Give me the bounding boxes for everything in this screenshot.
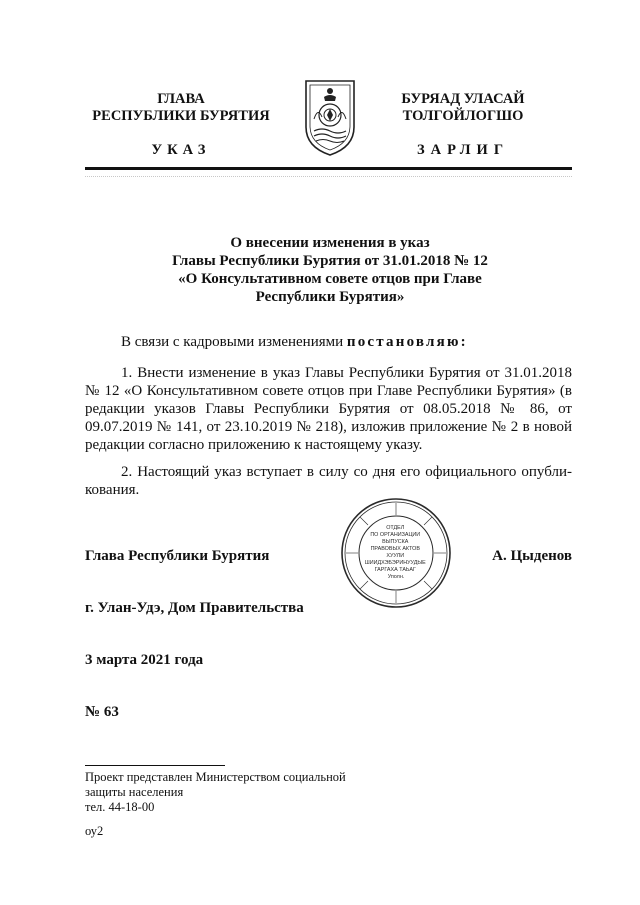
stamp-line1: ОТДЕЛ (386, 525, 405, 531)
header-divider-dotted (85, 176, 572, 178)
round-seal-icon (340, 497, 452, 609)
header-right-line2: ТОЛГОЙЛОГШО (402, 108, 524, 124)
stamp-line8: Уполн. (387, 574, 405, 580)
intro-emphasis: постановляю: (346, 334, 468, 350)
coat-of-arms-icon (302, 77, 358, 157)
stamp-line4: ПРАВОВЫХ АКТОВ (370, 546, 420, 552)
intro-paragraph (85, 333, 572, 351)
document-number: № 63 (85, 704, 119, 720)
header-left-line2: РЕСПУБЛИКИ БУРЯТИЯ (92, 108, 270, 124)
footer-code: оу2 (85, 824, 104, 838)
header-left (76, 91, 286, 159)
header-right-line1: БУРЯАД УЛАСАЙ (401, 91, 525, 107)
footer-divider (85, 765, 225, 766)
header-left-line1: ГЛАВА (157, 91, 205, 107)
title-line2: Главы Республики Бурятия от 31.01.2018 № 12 (172, 253, 488, 269)
stamp-line5: ХУУЛИ (386, 553, 405, 559)
header-left-kind: УКАЗ (151, 142, 211, 158)
item-2-paragraph: 2. Настоящий указ вступает в силу со дня его официального опубли-кования. (85, 464, 572, 498)
header-right (368, 91, 558, 159)
signature-role: Глава Республики Бурятия (85, 548, 270, 564)
item-1-paragraph: 1. Внести изменение в указ Главы Республики Бурятия от 31.01.2018 № 12 «О Консультативном совете отцов при Главе Республики Бурятия» (в редакции указов Главы Республики Бурятия от 08.05.2018 № 86, от 09.07.2019 № 141, от 23.10.2019 № 218), изложив приложение № 2 в новой редакции согласно приложению к настоящему указу. (85, 365, 572, 453)
footer-line2: защиты населения (85, 785, 184, 799)
title-line3: «О Консультативном совете отцов при Главе (178, 271, 482, 287)
svg-text:ОТДЕЛ ПО ОРГАНИЗАЦИИ В (365, 525, 427, 580)
title-line4: Республики Бурятия» (255, 289, 405, 305)
issue-date: 3 марта 2021 года (85, 652, 204, 668)
footer-line1: Проект представлен Министерством социальной (85, 770, 346, 784)
stamp-line3: ВЫПУСКА (382, 539, 409, 545)
title-line1: О внесении изменения в указ (230, 235, 430, 251)
header-right-kind: ЗАРЛИГ (416, 142, 510, 158)
footer-line3: тел. 44-18-00 (85, 800, 155, 814)
header-divider (85, 167, 572, 170)
intro-text: В связи с кадровыми изменениями (121, 334, 347, 350)
stamp-line6: ШИИДХЭБЭРИНУУДЫЕ (364, 560, 426, 566)
stamp-line7: ГАРГАХА ТАЬАГ (374, 567, 416, 573)
document-title (90, 234, 570, 306)
issue-place: г. Улан-Удэ, Дом Правительства (85, 600, 304, 616)
signature-name: А. Цыденов (492, 548, 572, 564)
footer-note (85, 770, 385, 815)
stamp-line2: ПО ОРГАНИЗАЦИИ (370, 532, 421, 538)
